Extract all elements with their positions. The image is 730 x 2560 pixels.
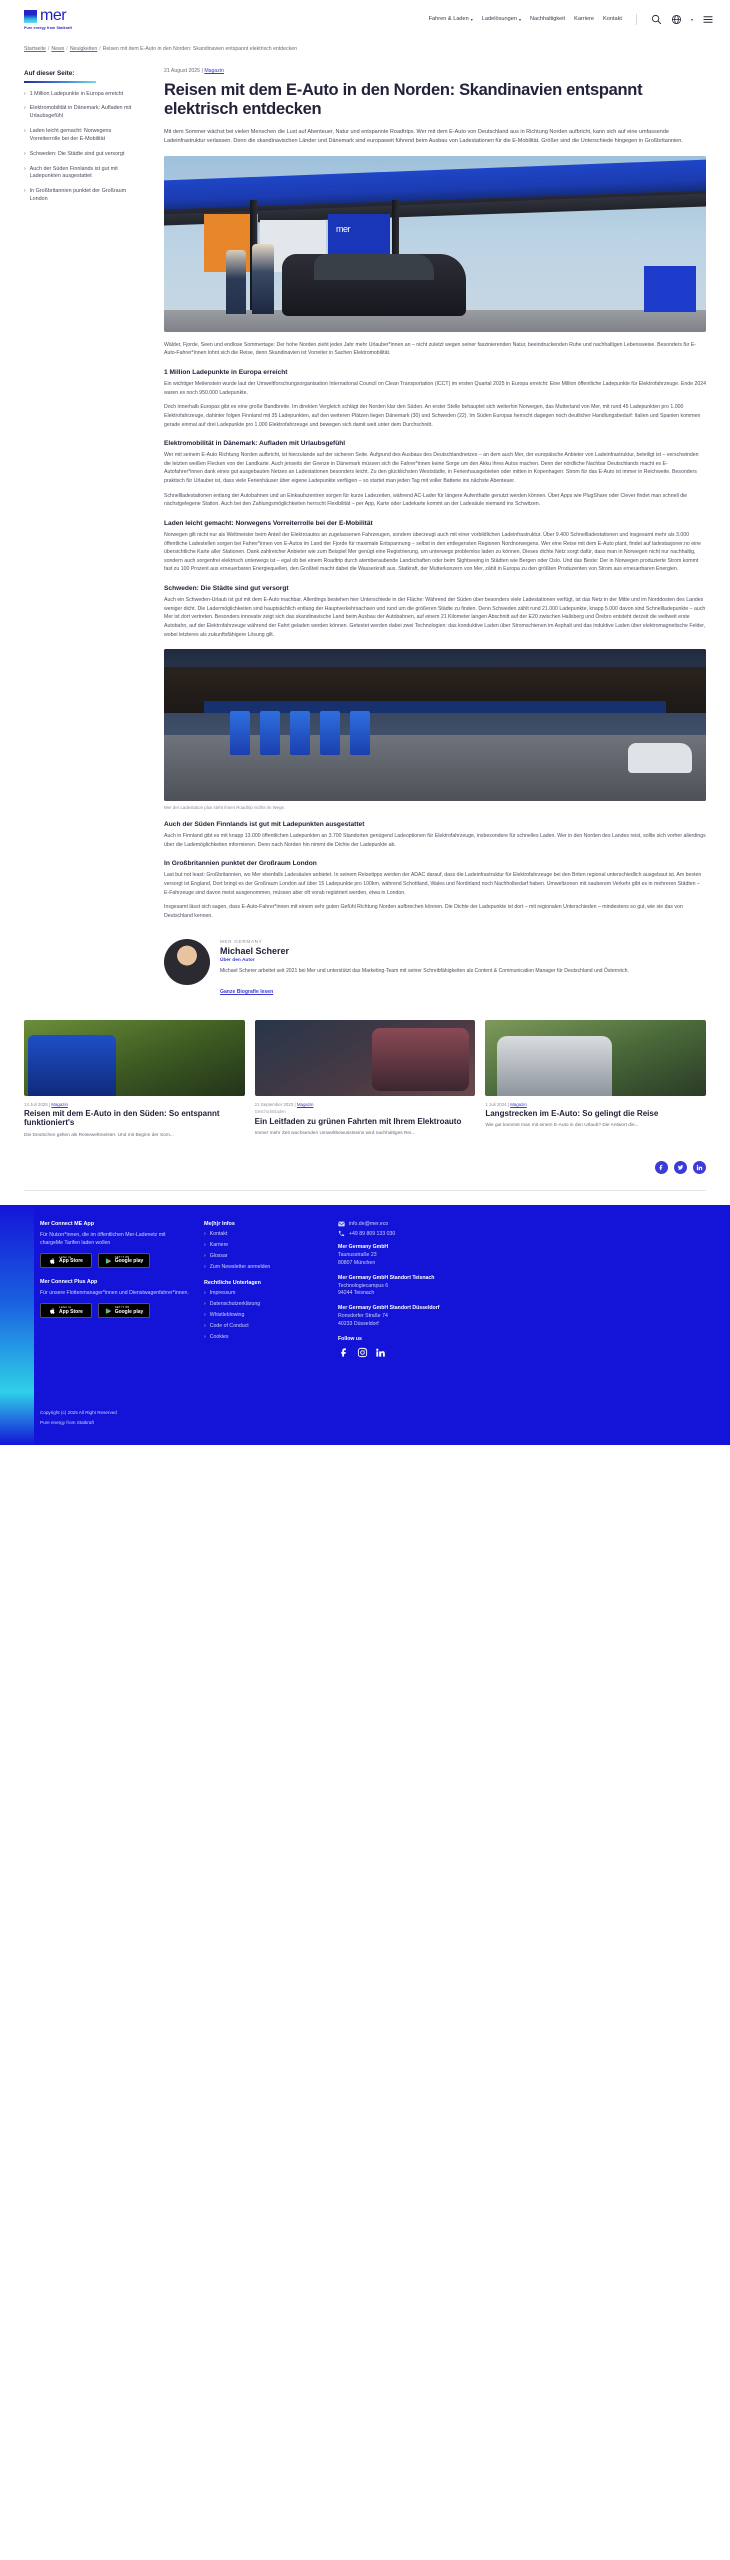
section-heading-1: Elektromobilität in Dänemark: Aufladen mit Urlaubsgefühl bbox=[164, 440, 346, 448]
card-subtitle: Geschichtsladen bbox=[254, 1108, 286, 1114]
hero-image bbox=[164, 156, 706, 332]
chevron-right-icon: › bbox=[24, 188, 26, 195]
copyright-text: Copyright (c) 2025 All Right Reserved bbox=[40, 1410, 117, 1416]
instagram-icon[interactable] bbox=[356, 1347, 368, 1359]
toc-item-4[interactable] bbox=[24, 166, 142, 182]
linkedin-icon[interactable] bbox=[693, 1161, 706, 1174]
nav-item-ladeloesungen[interactable] bbox=[482, 16, 521, 22]
article-lead: Mit dem Sommer wächst bei vielen Menschen die Lust auf Abenteuer, Natur und entspannte Roadtrips. Wer mit dem E-Auto von Deutschland aus in Richtung Norden aufbricht, kann sich auf eine umfassende Ladeinfrastruktur verlassen. Denn die skandinavischen Länder und Dänemark sind europaweit führend beim Ausbau von Ladestationen für die E-Mobilität. Größer sind die Unterschiede hingegen in Großbritannien. bbox=[164, 128, 683, 144]
footer-link-list-1 bbox=[204, 1290, 324, 1340]
social-links bbox=[338, 1347, 708, 1359]
article-after-hero: Wälder, Fjorde, Seen und endlose Sommertage: Der hohe Norden zieht jedes Jahr mehr Urlauber*innen an – nicht zuletzt wegen seiner faszinierenden Natur, beeindruckenden Ruhe und nachhaltigen Lebensweise. Besonders für E-Auto-Fahrer*innen lohnt sich die Reise, denn Skandinavien ist Vorreiter in Sachen Elektromobilität. bbox=[164, 341, 697, 357]
footer-link-kontakt[interactable] bbox=[204, 1231, 324, 1237]
chevron-right-icon: › bbox=[24, 90, 26, 97]
address-line-0-1: 80807 München bbox=[338, 1259, 376, 1266]
chevron-right-icon: › bbox=[204, 1290, 206, 1297]
card-title: Langstrecken im E-Auto: So gelingt die Reise bbox=[485, 1108, 659, 1118]
app-store-badge[interactable] bbox=[40, 1303, 92, 1318]
address-title-0: Mer Germany GmbH bbox=[338, 1244, 389, 1251]
links-group-title-1: Rechtliche Unterlagen bbox=[204, 1280, 261, 1287]
toc-item-2[interactable] bbox=[24, 128, 142, 144]
table-of-contents-sidebar bbox=[24, 68, 142, 204]
card-excerpt: Immer mehr Zeit wachsenden Umweltbewusstseins wird nachhaltiges Rei... bbox=[254, 1131, 416, 1137]
author-name: Michael Scherer bbox=[220, 945, 290, 956]
card-date: 1 Juli 2024 bbox=[485, 1101, 507, 1107]
mail-icon bbox=[338, 1221, 345, 1227]
breadcrumb bbox=[0, 38, 730, 52]
chevron-right-icon: › bbox=[204, 1334, 206, 1341]
toc-label: 1 Million Ladepunkte in Europa erreicht bbox=[29, 90, 124, 97]
breadcrumb-separator: / bbox=[66, 46, 68, 52]
toc-label: Elektromobilität in Dänemark: Aufladen mit Urlaubsgefühl bbox=[29, 105, 132, 120]
divider bbox=[24, 1190, 706, 1191]
google-play-badge[interactable] bbox=[98, 1253, 150, 1268]
main-navigation bbox=[429, 14, 714, 25]
breadcrumb-separator: / bbox=[99, 46, 101, 52]
footer-link-whistleblowing[interactable] bbox=[204, 1312, 324, 1318]
footer-link-newsletter[interactable] bbox=[204, 1264, 324, 1270]
card-category[interactable]: Magazin bbox=[51, 1101, 68, 1107]
card-meta-sep: | bbox=[48, 1101, 52, 1107]
facebook-icon[interactable] bbox=[655, 1161, 668, 1174]
store-name: Google play bbox=[114, 1258, 144, 1265]
app-title-1: Mer Connect Plus App bbox=[40, 1279, 98, 1286]
section-1-paragraph-0: Wer mit seinem E-Auto Richtung Norden aufbricht, ist hierzulande auf der sicheren Seite. Aufgrund des Ausbaus des Deutschlandnetzes – an dem auch Mer, der europäische Anbieter von Ladeinfrastruktur, beteiligt ist – verschwinden die letzten weißen Flecken von der Landkarte. Auch jenseits der Grenze in Dänemark müssen sich die Fahrer*innen keine Sorge um den Akku ihres Autos machen. Denn der nördliche Nachbar Deutschlands macht es E-Autofahrer*innen dank eines gut ausgebauten Netzes an Ladestationen besonders leicht. Zu den glücklichsten Weststädte, in Ferienhausgebieten oder mitten in Kopenhagen: Strom für das E-Auto ist immer in Reichweite. Besonders praktisch für Urlauber ist, dass viele Ferienhäuser über eigene Ladepunkte verfügen – so startet man jeden Tag mit voller Batterie ins nächste Abenteuer. bbox=[164, 452, 699, 484]
address-line-1-0: Technologiecampus 6 bbox=[338, 1282, 389, 1289]
section-4-paragraph-0: Auch in Finnland gibt es mit knapp 13.000 öffentlichen Ladepunkten an 3.700 Standorten genügend Ladeoptionen für Elektrofahrzeuge, insbesondere für schnelles Laden. Wer in den Norden des Landes reist, sollte sich vorher allerdings über die Lademöglichkeiten informieren. Denn nach Norden hin nimmt die Dichte der Ladepunkte ab. bbox=[164, 833, 706, 848]
card-meta bbox=[485, 1102, 706, 1107]
address-line-1-1: 94244 Teisnach bbox=[338, 1290, 375, 1297]
section-0-paragraph-1: Doch innerhalb Europas gibt es eine große Bandbreite. Im direkten Vergleich schlägt der Norden klar den Süden. An erster Stelle behauptet sich weiterhin Norwegen, das Mutterland von Mer, mit rund 45 Ladepunkten pro 1.000 Elektrofahrzeuge, dahinter folgen Finnland mit 35 Ladepunkten, auf den weiteren Plätzen liegen Dänemark (30) und Schweden (22). Im Süden Europas herrscht dagegen noch deutlicher Handlungsbedarf: Italien und Spanien kommen gerade einmal auf drei Ladepunkte pro 1.000 Elektrofahrzeuge und bewegen sich damit weit unter dem Durchschnitt. bbox=[164, 404, 701, 428]
link-label: Code of Conduct bbox=[209, 1323, 249, 1330]
author-bio: Michael Scherer arbeitet seit 2021 bei Mer und unterstützt das Marketing-Team mit seiner Schreibfähigkeiten als Content & Communication Manager für Deutschland und Österreich. bbox=[220, 967, 629, 974]
sidebar-gradient-rule bbox=[24, 81, 96, 83]
nav-label: Ladelösungen bbox=[481, 16, 517, 22]
footer-link-list-0 bbox=[204, 1231, 324, 1270]
link-label: Zum Newsletter anmelden bbox=[209, 1264, 271, 1271]
card-date: 21 September 2023 bbox=[254, 1101, 294, 1107]
breadcrumb-current: Reisen mit dem E-Auto in den Norden: Skandinavien entspannt elektrisch entdecken bbox=[102, 46, 298, 52]
link-label: Glossar bbox=[209, 1253, 228, 1260]
chevron-right-icon: › bbox=[204, 1231, 206, 1238]
card-thumbnail bbox=[485, 1020, 706, 1096]
chevron-down-icon: ▾ bbox=[470, 16, 473, 22]
links-group-title-0: Me(h)r Infos bbox=[204, 1221, 235, 1228]
chevron-right-icon: › bbox=[204, 1264, 206, 1271]
footer-tagline: Pure energy from Statkraft bbox=[40, 1420, 94, 1426]
twitter-icon[interactable] bbox=[674, 1161, 687, 1174]
link-label: Cookies bbox=[209, 1334, 229, 1341]
card-date: 14 Juli 2025 bbox=[24, 1101, 48, 1107]
nav-item-kontakt[interactable]: Kontakt bbox=[603, 16, 622, 22]
card-meta bbox=[24, 1102, 245, 1107]
chevron-right-icon: › bbox=[204, 1301, 206, 1308]
site-header bbox=[0, 0, 730, 38]
chevron-right-icon: › bbox=[204, 1323, 206, 1330]
breadcrumb-item-neuigkeiten[interactable]: Neuigkeiten bbox=[69, 46, 98, 52]
section-heading-0: 1 Million Ladepunkte in Europa erreicht bbox=[164, 369, 288, 376]
toc-item-3[interactable] bbox=[24, 151, 142, 159]
section-heading-5: In Großbritannien punktet der Großraum London bbox=[164, 860, 317, 868]
footer-link-karriere[interactable] bbox=[204, 1242, 324, 1248]
toc-item-0[interactable] bbox=[24, 91, 142, 99]
logo-tagline: Pure energy from Statkraft bbox=[24, 26, 72, 30]
chevron-right-icon: › bbox=[24, 105, 26, 112]
inline-image-caption: Mer der Ladestation plus steht ihnen Roadtrip nichts im Wege. bbox=[164, 805, 286, 811]
chevron-right-icon: › bbox=[24, 150, 26, 157]
breadcrumb-item-news[interactable]: News bbox=[51, 46, 65, 52]
footer-links-column bbox=[204, 1221, 324, 1431]
mer-logo-mark bbox=[24, 10, 37, 23]
address-title-1: Mer Germany GmbH Standort Teisnach bbox=[338, 1274, 435, 1281]
article-meta bbox=[164, 68, 706, 74]
meta-separator: | bbox=[201, 68, 205, 74]
article-date: 21 August 2025 bbox=[164, 68, 201, 74]
globe-icon[interactable] bbox=[671, 14, 682, 25]
link-label: Kontakt bbox=[209, 1231, 228, 1238]
related-articles bbox=[0, 998, 730, 1139]
chevron-right-icon: › bbox=[204, 1242, 206, 1249]
toc-label: Laden leicht gemacht: Norwegens Vorreiterrolle bei der E-Mobilität bbox=[29, 128, 112, 142]
article-inline-image bbox=[164, 649, 706, 801]
section-0-paragraph-0: Ein wichtiger Meilenstein wurde laut der Umweltforschungsorganisation International Council on Clean Transportation (ICCT) im ersten Quartal 2025 in Europa erreicht: Eine Million öffentliche Ladepunkte für Elektrofahrzeuge. Ende 2024 waren es noch 950.000 Ladepunkte. bbox=[164, 381, 707, 396]
card-excerpt: Die Deutschen gelten als Reiseweltmeister. Und mit Beginn der Som... bbox=[24, 1132, 174, 1138]
link-label: Datenschutzerklärung bbox=[209, 1301, 261, 1308]
nav-item-karriere[interactable]: Karriere bbox=[574, 16, 594, 22]
section-heading-4: Auch der Süden Finnlands ist gut mit Ladepunkten ausgestattet bbox=[164, 821, 365, 829]
nav-label: Fahren & Laden bbox=[428, 16, 469, 22]
toc-list bbox=[24, 91, 142, 204]
link-label: Karriere bbox=[209, 1242, 229, 1249]
section-5-paragraph-1: Insgesamt lässt sich sagen, dass E-Auto-Fahrer*innen mit einem sehr guten Gefühl Richtung Norden aufbrechen können. Die Dichte der Ladepunkte ist dort – mit regionalen Unterschieden – mindestens so gut, wie sie das von Deutschland kennen. bbox=[164, 904, 683, 919]
author-role-label: Über den Autor bbox=[220, 957, 255, 963]
card-title: Reisen mit dem E-Auto in den Süden: So entspannt funktioniert's bbox=[24, 1108, 220, 1128]
follow-us-title: Follow us bbox=[338, 1335, 362, 1342]
card-meta-sep: | bbox=[507, 1101, 511, 1107]
avatar bbox=[164, 939, 210, 985]
nav-item-nachhaltigkeit[interactable]: Nachhaltigkeit bbox=[529, 16, 566, 22]
card-thumbnail bbox=[24, 1020, 245, 1096]
store-small-text: Laden im bbox=[59, 1305, 72, 1309]
page-title: Reisen mit dem E-Auto in den Norden: Skandinavien entspannt elektrisch entdecken bbox=[164, 81, 643, 119]
article-category-link[interactable]: Magazin bbox=[204, 68, 224, 74]
card-category[interactable]: Magazin bbox=[296, 1101, 314, 1107]
section-1-paragraph-1: Schnellladestationen entlang der Autobahnen und an Einkaufszentren sorgen für kurze Ladezeiten, während AC-Lader für längere Aufenthalte genutzt werden können. Über Apps wie PlugShare oder Clever findet man schnell die nächstgelegene Station. Auch bei den Zahlungsmöglichkeiten herrscht Flexibilität – per App, Karte oder Ladekarte kommt an der Ladesäule niemand ins Schwitzen. bbox=[164, 492, 688, 508]
card-excerpt: Wie gut kommst man mit einem E-Auto in den Urlaub? Die Antwort die... bbox=[485, 1123, 639, 1129]
store-badges-0 bbox=[40, 1253, 190, 1268]
card-meta-sep: | bbox=[294, 1101, 297, 1107]
chevron-right-icon: › bbox=[204, 1253, 206, 1260]
section-heading-3: Schweden: Die Städte sind gut versorgt bbox=[164, 585, 289, 592]
footer-contact-column bbox=[338, 1221, 708, 1431]
logo-text: mer bbox=[40, 7, 67, 24]
footer-phone-row[interactable] bbox=[338, 1230, 708, 1237]
card-category[interactable]: Magazin bbox=[510, 1101, 527, 1107]
store-badges-1 bbox=[40, 1303, 190, 1318]
footer-email: info.de@mer.eco bbox=[349, 1221, 389, 1228]
facebook-icon[interactable] bbox=[338, 1347, 350, 1359]
sidebar-title: Auf dieser Seite: bbox=[24, 70, 75, 77]
toc-label: Auch der Süden Finnlands ist gut mit Ladepunkten ausgestattet bbox=[29, 165, 118, 180]
toc-label: Schweden: Die Städte sind gut versorgt bbox=[29, 150, 125, 157]
link-label: Whistleblowing bbox=[209, 1312, 245, 1319]
store-small-text: GET IT ON bbox=[114, 1255, 130, 1259]
address-title-2: Mer Germany GmbH Standort Düsseldorf bbox=[338, 1305, 440, 1312]
card-title: Ein Leitfaden zu grünen Fahrten mit Ihrem Elektroauto bbox=[254, 1116, 462, 1126]
search-icon[interactable] bbox=[651, 14, 662, 25]
footer-link-impressum[interactable] bbox=[204, 1290, 324, 1296]
section-heading-2: Laden leicht gemacht: Norwegens Vorreiterrolle bei der E-Mobilität bbox=[164, 519, 373, 527]
nav-item-fahren-laden[interactable] bbox=[429, 16, 473, 22]
section-5-paragraph-0: Last but not least: Großbritannien, wo Mer ebenfalls Ladesäulen anbietet. In seinem Reisetipps werden der ADAC darauf, dass die Ladeinfrastruktur für Elektrofahrzeuge bei den Briten regional unterschiedlich ausgebaut ist. Am besten versorgt ist England, Dort bringt es der Großraum London auf über 15 Ladepunkte pro 100km, während Schottland, Wales und Nordirland noch Nachholbedarf haben. Umweltzonen mit sauberem Verkehr gibt es in mehreren Städten – E-Fahrzeuge sind davon meist ausgenommen, müssen aber oft vorab registriert werden, etwa in London. bbox=[164, 872, 702, 896]
footer-link-datenschutz[interactable] bbox=[204, 1301, 324, 1307]
app-title-0: Mer Connect ME App bbox=[40, 1221, 95, 1228]
article-main bbox=[164, 68, 706, 998]
phone-icon bbox=[338, 1230, 345, 1237]
site-logo[interactable] bbox=[24, 8, 72, 30]
section-2-paragraph-0: Norwegen gilt nicht nur als Weltmeister beim Anteil der Elektroautos an zugelassenen Fahrzeugen, sondern überzeugt auch mit einer vorbildlichen Ladeinfrastruktur. Über 9.400 Schnellladestationen und insgesamt mehr als 3.000 öffentliche Ladestellen sorgen bei Fahrer*innen von E-Autos im Land der Fjorde für maximale Entspannung – selbst in den entlegensten Regionen Nordnorwegens. Wer eine Reise mit dem E-Auto plant, findet auf ladestasjoner.no eine übersichtliche Karte aller Stationen. Dank zahlreicher Anbieter wie zum Beispiel Mer genügt eine Registrierung, um unterwegs problemlos laden zu können. Dieses dichte Netz sorgt dafür, dass man in Norwegen nicht nur nachhaltig, sondern auch sorgenfrei elektrisch unterwegs ist – egal ob bei einem Roadtrip durch atemberaubende Landschaften oder beim Sightseeing in Städten wie Bergen oder Oslo. Und das Beste: Der in Norwegen produzierte Strom kommt fast zu 100 Prozent aus erneuerbaren Energiequellen, den Großteil macht dabei die Wasserkraft aus. Statkraft, der Mutterkonzern von Mer, zählt in Europa zu den größten Produzenten von Strom aus erneuerbaren Energien. bbox=[164, 531, 702, 573]
nav-divider bbox=[636, 14, 637, 25]
footer-email-row[interactable] bbox=[338, 1221, 708, 1227]
address-line-2-1: 40233 Düsseldorf bbox=[338, 1321, 379, 1327]
site-footer bbox=[0, 1205, 730, 1445]
app-desc-1: Für unsere Flottenmanager*innen und Dienstwagenfahrer*innen. bbox=[40, 1290, 189, 1297]
address-line-2-0: Ronsdorfer Straße 74 bbox=[338, 1313, 388, 1320]
app-desc-0: Für Nutzer*innen, die im öffentlichen Mer-Ladenetz mit chargeMe Tarifen laden wollen bbox=[40, 1232, 166, 1247]
card-meta bbox=[255, 1102, 476, 1107]
chevron-down-icon: ▾ bbox=[518, 16, 521, 22]
author-company: MER GERMANY bbox=[220, 938, 263, 944]
linkedin-icon[interactable] bbox=[374, 1347, 386, 1359]
breadcrumb-item-startseite[interactable]: Startseite bbox=[24, 46, 46, 52]
footer-link-cookies[interactable] bbox=[204, 1334, 324, 1340]
toc-label: In Großbritannien punktet der Großraum London bbox=[29, 188, 127, 203]
google-play-badge[interactable] bbox=[98, 1303, 150, 1318]
card-thumbnail bbox=[255, 1020, 476, 1096]
store-name: Google play bbox=[114, 1308, 144, 1315]
related-card-1[interactable] bbox=[255, 1020, 476, 1139]
chevron-right-icon: › bbox=[204, 1312, 206, 1319]
store-small-text: GET IT ON bbox=[114, 1305, 130, 1309]
footer-link-code-of-conduct[interactable] bbox=[204, 1323, 324, 1329]
chevron-right-icon: › bbox=[24, 128, 26, 135]
chevron-right-icon: › bbox=[24, 165, 26, 172]
footer-phone: +49 89 809 133 030 bbox=[349, 1230, 396, 1237]
store-name: App Store bbox=[59, 1258, 83, 1265]
breadcrumb-separator: / bbox=[47, 46, 50, 52]
share-bar bbox=[0, 1139, 730, 1190]
section-3-paragraph-0: Auch ein Schweden-Urlaub ist gut mit dem E-Auto machbar. Allerdings bestehen hier Unterschiede in der Fläche: Während der Süden über besonders viele Ladestationen verfügt, ist das Netz in der Mitte und im Norddosten des Landes weniger dicht. Die Ladermöglichkeiten sind hauptsächlich entlang der Hauptverkehrsachsen und rund um die größeren Städte zu finden. Denn Schweden zählt rund 21.000 Ladepunkte, knapp 5.000 davon sind Schnellladepunkte – auch Mer ist dort vertreten. Besonders innovativ zeigt sich das skandinavische Land beim Ausbau der Autobahnen, auf einem 21 Kilometer langen Abschnitt auf der E20 zwischen Hallsberg und Örebro entsteht derzeit die weltweit erste Autobahn, auf der Elektrofahrzeuge während der Fahrt geladen werden können. Getestet werden dabei zwei Technologien: das konduktive Laden über Stromschienen im Asphalt und das induktive Laden über elektromagnetische Felder, wobei letzteres als zukunftsfähigere Lösung gilt. bbox=[164, 597, 706, 638]
related-card-2[interactable] bbox=[485, 1020, 706, 1139]
address-line-0-0: Taunusstraße 23 bbox=[338, 1252, 377, 1259]
page-layout bbox=[0, 52, 730, 998]
author-box bbox=[164, 939, 706, 998]
related-card-0[interactable] bbox=[24, 1020, 245, 1139]
hamburger-icon[interactable] bbox=[702, 14, 714, 25]
toc-item-5[interactable] bbox=[24, 188, 142, 204]
chevron-down-icon[interactable]: ▾ bbox=[690, 16, 693, 22]
author-biography-link[interactable]: Ganze Biografie lesen bbox=[220, 988, 274, 995]
footer-apps-column bbox=[40, 1221, 190, 1431]
store-name: App Store bbox=[59, 1308, 83, 1315]
store-small-text: Laden im bbox=[59, 1255, 72, 1259]
toc-item-1[interactable] bbox=[24, 105, 142, 121]
app-store-badge[interactable] bbox=[40, 1253, 92, 1268]
link-label: Impressum bbox=[209, 1290, 236, 1297]
footer-link-glossar[interactable] bbox=[204, 1253, 324, 1259]
